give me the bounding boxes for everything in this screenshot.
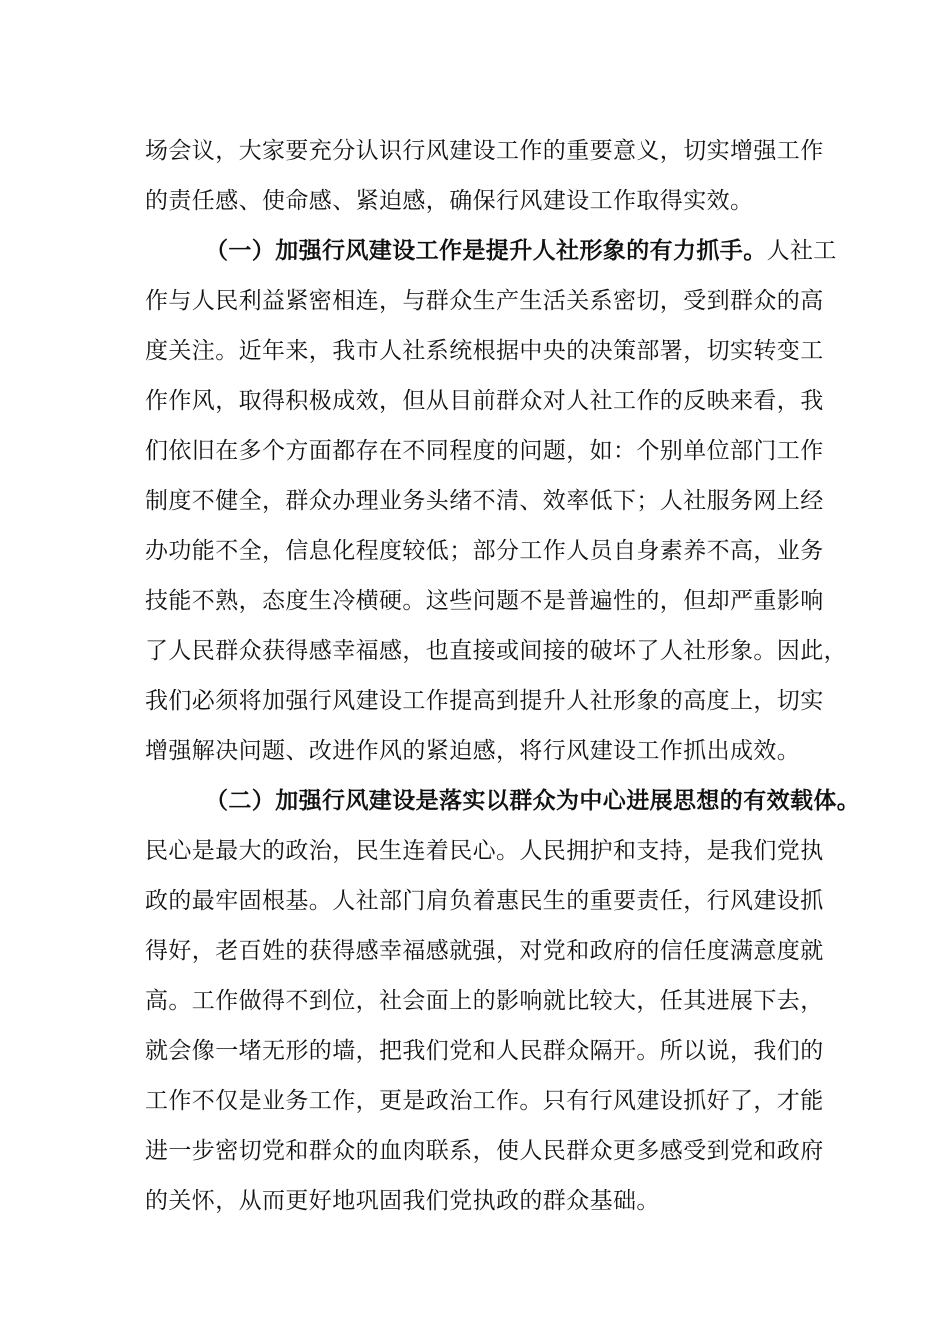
- paragraph-line: [145, 583, 824, 619]
- paragraph-line: [145, 1183, 660, 1219]
- line-text: 进一步密切党和群众的血肉联系，使人民群众更多感受到党和政府: [145, 1138, 824, 1164]
- paragraph-line: [145, 933, 824, 969]
- section-heading-line: [205, 233, 837, 269]
- line-text: 度关注。近年来，我市人社系统根据中央的决策部署，切实转变工: [145, 338, 824, 364]
- section-heading-2: （二）加强行风建设是落实以群众为中心进展思想的有效载体。: [205, 788, 861, 814]
- paragraph-line: [145, 483, 824, 519]
- paragraph-line: [145, 283, 824, 319]
- line-text: 们依旧在多个方面都存在不同程度的问题，如：个别单位部门工作: [145, 438, 824, 464]
- line-text: 政的最牢固根基。人社部门肩负着惠民生的重要责任，行风建设抓: [145, 888, 824, 914]
- line-text: 人社工: [766, 238, 837, 264]
- paragraph-line: [145, 533, 824, 569]
- section-heading-1: （一）加强行风建设工作是提升人社形象的有力抓手。: [205, 238, 767, 264]
- paragraph-line: [145, 133, 824, 169]
- paragraph-line: [145, 883, 824, 919]
- paragraph-line: [145, 1033, 824, 1069]
- line-text: 高。工作做得不到位，社会面上的影响就比较大，任其进展下去，: [145, 988, 824, 1014]
- paragraph-line: [145, 833, 824, 869]
- paragraph-line: [145, 383, 824, 419]
- line-text: 的责任感、使命感、紧迫感，确保行风建设工作取得实效。: [145, 188, 754, 214]
- line-text: 增强解决问题、改进作风的紧迫感，将行风建设工作抓出成效。: [145, 738, 801, 764]
- line-text: 得好，老百姓的获得感幸福感就强，对党和政府的信任度满意度就: [145, 938, 824, 964]
- line-text: 民心是最大的政治，民生连着民心。人民拥护和支持，是我们党执: [145, 838, 824, 864]
- line-text: 了人民群众获得感幸福感，也直接或间接的破坏了人社形象。因此，: [145, 638, 847, 664]
- paragraph-line: [145, 433, 824, 469]
- paragraph-line: [145, 983, 824, 1019]
- line-text: 我们必须将加强行风建设工作提高到提升人社形象的高度上，切实: [145, 688, 824, 714]
- paragraph-line: [145, 1083, 824, 1119]
- line-text: 工作不仅是业务工作，更是政治工作。只有行风建设抓好了，才能: [145, 1088, 824, 1114]
- line-text: 的关怀，从而更好地巩固我们党执政的群众基础。: [145, 1188, 660, 1214]
- line-text: 技能不熟，态度生冷横硬。这些问题不是普遍性的，但却严重影响: [145, 588, 824, 614]
- line-text: 作与人民利益紧密相连，与群众生产生活关系密切，受到群众的高: [145, 288, 824, 314]
- line-text: 办功能不全，信息化程度较低；部分工作人员自身素养不高，业务: [145, 538, 824, 564]
- line-text: 作作风，取得积极成效，但从目前群众对人社工作的反映来看，我: [145, 388, 824, 414]
- paragraph-line: [145, 183, 753, 219]
- line-text: 就会像一堵无形的墙，把我们党和人民群众隔开。所以说，我们的: [145, 1038, 824, 1064]
- paragraph-line: [145, 1133, 824, 1169]
- line-text: 场会议，大家要充分认识行风建设工作的重要意义，切实增强工作: [145, 138, 824, 164]
- paragraph-line: [145, 633, 847, 669]
- paragraph-line: [145, 683, 824, 719]
- paragraph-line: [145, 333, 824, 369]
- section-heading-line: [205, 783, 860, 819]
- line-text: 制度不健全，群众办理业务头绪不清、效率低下；人社服务网上经: [145, 488, 824, 514]
- paragraph-line: [145, 733, 800, 769]
